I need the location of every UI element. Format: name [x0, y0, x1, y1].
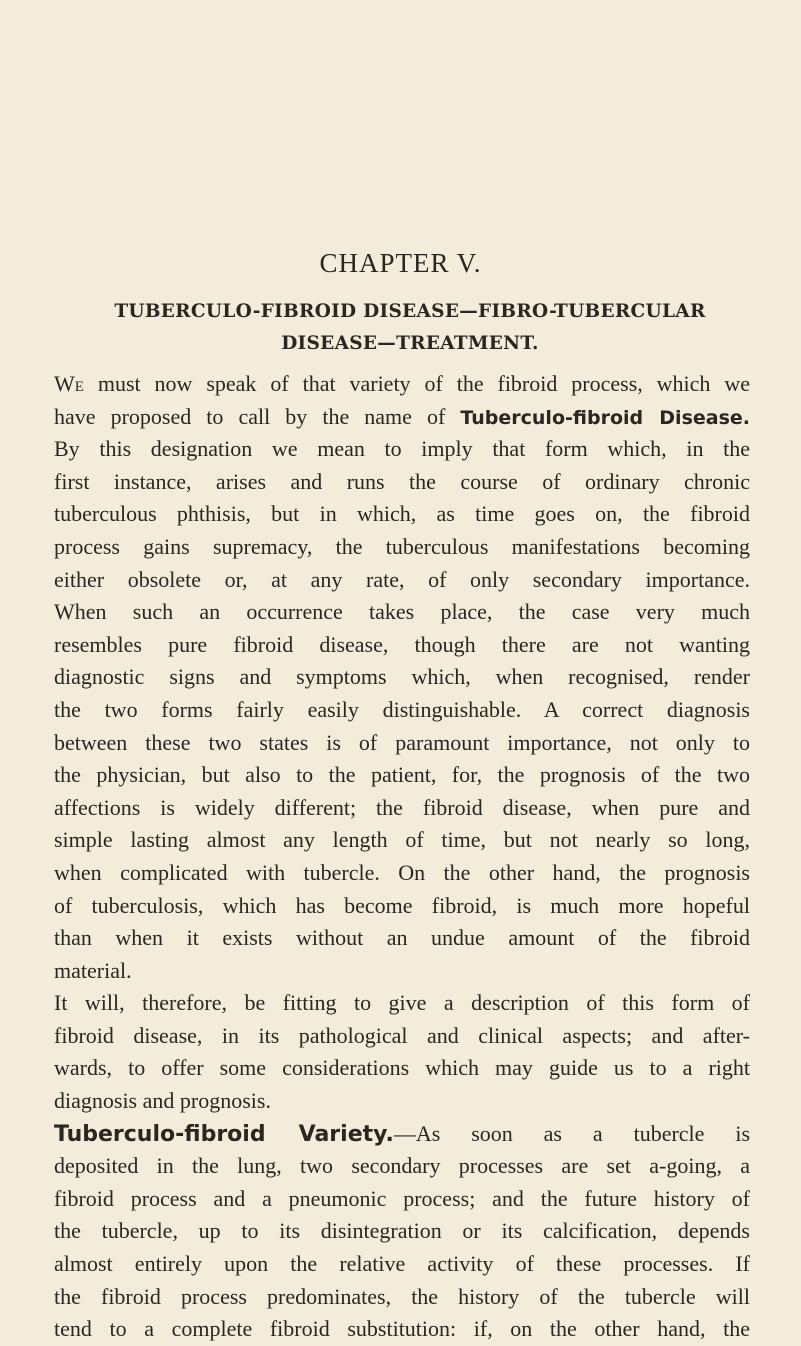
text-line: than when it exists without an undue amount of the fibroid — [54, 925, 750, 951]
text-line: between these two states is of paramount importance, not only to — [54, 729, 750, 755]
text-line: simple lasting almost any length of time, but not nearly so long, — [54, 827, 750, 853]
section-heading: Tuberculo-fibroid Variety. — [54, 1121, 394, 1147]
text-line: material. — [54, 957, 132, 983]
text-line: When such an occurrence takes place, the case very much — [54, 599, 750, 625]
text-line: affections is widely different; the fibroid disease, when pure and — [54, 794, 750, 820]
text-line: tend to a complete fibroid substitution: if, on the other hand, the — [54, 1316, 750, 1342]
text-line: either obsolete or, at any rate, of only secondary importance. — [54, 566, 750, 592]
text-line: the tubercle, up to its disintegration or its calcification, depends — [54, 1218, 750, 1244]
body-text — [54, 368, 750, 1346]
text-line: diagnosis and prognosis. — [54, 1088, 271, 1114]
text-line: deposited in the lung, two secondary processes are set a-going, a — [54, 1153, 750, 1179]
text-line: the physician, but also to the patient, for, the prognosis of the two — [54, 762, 750, 788]
text-line: Tuberculo-fibroid Variety.—As soon as a tubercle is — [54, 1120, 751, 1147]
text-line: resembles pure fibroid disease, though there are not wanting — [54, 631, 750, 657]
text-line: first instance, arises and runs the course of ordinary chronic — [54, 468, 750, 494]
text-line: By this designation we mean to imply that form which, in the — [54, 436, 750, 462]
text-line: process gains supremacy, the tuberculous manifestations becoming — [54, 533, 750, 559]
text-line: have proposed to call by the name of Tuberculo-fibroid Disease. — [54, 403, 750, 429]
text-line: diagnostic signs and symptoms which, when recognised, render — [54, 664, 750, 690]
chapter-heading: CHAPTER V. — [319, 248, 482, 278]
text-line: the two forms fairly easily distinguishable. A correct diagnosis — [54, 696, 750, 722]
text-line: We must now speak of that variety of the fibroid process, which we — [54, 371, 750, 396]
text-line: fibroid disease, in its pathological and clinical aspects; and after- — [54, 1022, 750, 1048]
text-line: wards, to offer some considerations which may guide us to a right — [54, 1055, 750, 1081]
text-line: fibroid process and a pneumonic process; and the future history of — [54, 1185, 750, 1211]
text-line: tuberculous phthisis, but in which, as time goes on, the fibroid — [54, 501, 750, 527]
bold-term: Tuberculo-fibroid Disease. — [460, 406, 750, 429]
text-line: almost entirely upon the relative activity of these processes. If — [54, 1251, 750, 1277]
chapter-title-line-1: TUBERCULO-FIBROID DISEASE—FIBRO-TUBERCULAR — [114, 301, 706, 322]
text-line: It will, therefore, be fitting to give a description of this form of — [54, 990, 750, 1016]
text-line: the fibroid process predominates, the history of the tubercle will — [54, 1283, 750, 1309]
text-line: of tuberculosis, which has become fibroid, is much more hopeful — [54, 892, 750, 918]
opening-word: We — [54, 371, 84, 396]
chapter-title-line-2: DISEASE—TREATMENT. — [281, 333, 539, 354]
text-line: when complicated with tubercle. On the other hand, the prognosis — [54, 859, 750, 885]
